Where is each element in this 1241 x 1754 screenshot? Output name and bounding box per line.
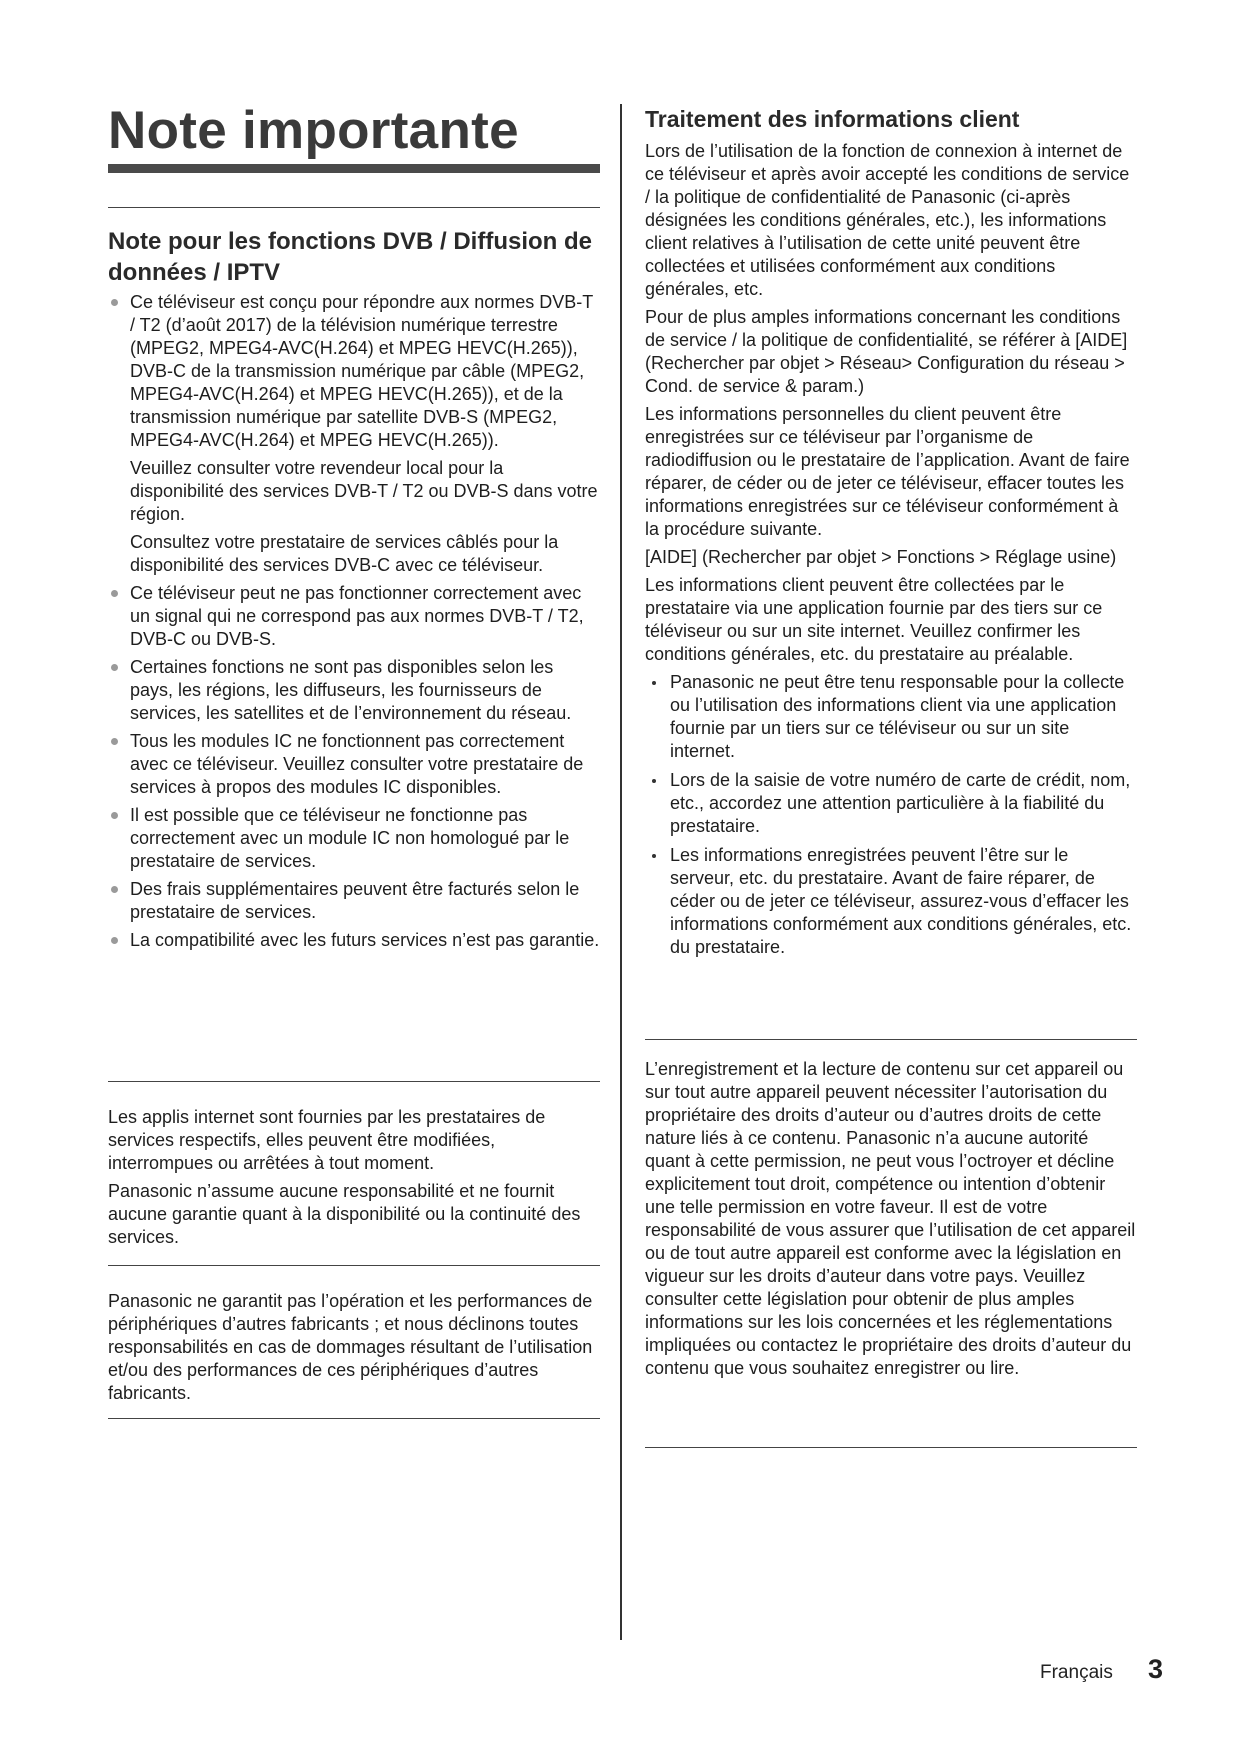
list-item — [108, 582, 600, 651]
client-info-paragraph: Lors de l’utilisation de la fonction de connexion à internet de ce téléviseur et après avoir accepté les conditions de service / la politique de confidentialité de Panasonic (ci-après désignées les conditions générales, etc.), les informations client relatives à l’utilisation de cette unité peuvent être collectées et utilisées conformément aux conditions générales, etc. — [645, 141, 1130, 299]
bullet-dot-icon — [111, 664, 118, 671]
bullet-dot-icon — [652, 779, 656, 783]
bullet-dot-icon — [111, 937, 118, 944]
dvb-bullet-list — [108, 291, 600, 957]
bullet-dot-icon — [111, 812, 118, 819]
bullet-dot-icon — [652, 854, 656, 858]
title-underline-bar — [108, 164, 600, 173]
section-divider — [645, 1039, 1137, 1040]
list-item-text: Panasonic ne peut être tenu responsable pour la collecte ou l’utilisation des informations client via une application fournie par un tiers sur ce téléviseur ou sur un site internet. — [670, 672, 1125, 761]
list-item — [645, 769, 1137, 838]
list-item-text: Ce téléviseur peut ne pas fonctionner correctement avec un signal qui ne correspond pas aux normes DVB-T / T2, DVB-C ou DVB-S. — [130, 583, 584, 649]
client-info-paragraph: Les informations personnelles du client peuvent être enregistrées sur ce téléviseur par l’organisme de radiodiffusion ou le prestataire de l’application. Avant de faire réparer, de céder ou de jeter ce téléviseur, effacer toutes les informations enregistrées sur ce téléviseur conformément à la procédure suivante. — [645, 404, 1130, 539]
column-divider — [620, 104, 622, 1640]
page-number: 3 — [1148, 1654, 1164, 1684]
list-item-text: Il est possible que ce téléviseur ne fonctionne pas correctement avec un module IC non homologué par le prestataire de services. — [130, 805, 570, 871]
list-item — [108, 656, 600, 725]
list-item-text: Consultez votre prestataire de services câblés pour la disponibilité des services DVB-C avec ce téléviseur. — [130, 532, 559, 575]
list-item — [645, 671, 1137, 763]
client-info-bullets — [645, 671, 1137, 959]
client-info-paragraph: Pour de plus amples informations concernant les conditions de service / la politique de confidentialité, se référer à [AIDE] (Rechercher par objet > Réseau> Configuration du réseau > Cond. de service & param.) — [645, 307, 1128, 396]
client-info-heading: Traitement des informations client — [645, 106, 1020, 132]
list-item-text: Des frais supplémentaires peuvent être facturés selon le prestataire de services. — [130, 879, 580, 922]
bullet-dot-icon — [111, 886, 118, 893]
list-item — [108, 291, 600, 577]
peripherals-paragraph: Panasonic ne garantit pas l’opération et les performances de périphériques d’autres fabricants ; et nous déclinons toutes responsabilités en cas de dommages résultant de l’utilisation et/ou des performances de ces périphériques d’autres fabricants. — [108, 1291, 593, 1403]
page-title: Note importante — [108, 101, 519, 160]
list-item-text: Les informations enregistrées peuvent l’être sur le serveur, etc. du prestataire. Avant de faire réparer, de céder ou de jeter ce téléviseur, assurez-vous d’effacer les informations conformément aux conditions générales, etc. du prestataire. — [670, 845, 1132, 957]
client-info-body — [645, 140, 1137, 965]
apps-notice-paragraph: Les applis internet sont fournies par les prestataires de services respectifs, elles peuvent être modifiées, interrompues ou arrêtées à tout moment. — [108, 1107, 546, 1173]
copyright-paragraph: L’enregistrement et la lecture de contenu sur cet appareil ou sur tout autre appareil peuvent nécessiter l’autorisation du propriétaire des droits d’auteur ou d’autres droits de cette nature liés à ce contenu. Panasonic n’a aucune autorité quant à cette permission, ne peut vous l’octroyer et décline explicitement tout droit, compétence ou intention d’obtenir une telle permission en votre faveur. Il est de votre responsabilité de vous assurer que l’utilisation de cet appareil ou de tout autre appareil est conforme avec la législation en vigueur sur les droits d’auteur dans votre pays. Veuillez consulter cette législation pour obtenir de plus amples informations sur les lois concernées et les réglementations impliquées ou contactez le propriétaire des droits d’auteur du contenu que vous souhaitez enregistrer ou lire. — [645, 1059, 1136, 1378]
list-item-text: La compatibilité avec les futurs services n’est pas garantie. — [130, 930, 600, 950]
bullet-dot-icon — [652, 681, 656, 685]
list-item — [108, 878, 600, 924]
bullet-dot-icon — [111, 738, 118, 745]
apps-notice — [108, 1106, 600, 1254]
bullet-dot-icon — [111, 299, 118, 306]
client-info-paragraph: Les informations client peuvent être collectées par le prestataire via une application fournie par des tiers sur ce téléviseur ou sur un site internet. Veuillez confirmer les conditions générales, etc. du prestataire au préalable. — [645, 575, 1103, 664]
peripherals-notice — [108, 1290, 600, 1410]
list-item — [108, 804, 600, 873]
footer-language: Français — [1040, 1662, 1113, 1683]
section-divider — [108, 1081, 600, 1082]
list-item-text: Tous les modules IC ne fonctionnent pas correctement avec ce téléviseur. Veuillez consulter votre prestataire de services à propos des modules IC disponibles. — [130, 731, 584, 797]
list-item-text: Veuillez consulter votre revendeur local pour la disponibilité des services DVB-T / T2 ou DVB-S dans votre région. — [130, 458, 598, 524]
list-item-text: Certaines fonctions ne sont pas disponibles selon les pays, les régions, les diffuseurs, les fournisseurs de services, les satellites et de l’environnement du réseau. — [130, 657, 572, 723]
bullet-dot-icon — [111, 590, 118, 597]
section-divider — [108, 207, 600, 208]
list-item-text: Lors de la saisie de votre numéro de carte de crédit, nom, etc., accordez une attention particulière à la fiabilité du prestataire. — [670, 770, 1131, 836]
list-item — [108, 929, 600, 952]
copyright-notice — [645, 1058, 1137, 1385]
section-divider — [108, 1265, 600, 1266]
list-item — [645, 844, 1137, 959]
apps-notice-paragraph: Panasonic n’assume aucune responsabilité et ne fournit aucune garantie quant à la disponibilité ou la continuité des services. — [108, 1181, 581, 1247]
section-divider — [108, 1418, 600, 1419]
list-item-text: Ce téléviseur est conçu pour répondre aux normes DVB-T / T2 (d’août 2017) de la télévision numérique terrestre (MPEG2, MPEG4-AVC(H.264) et MPEG HEVC(H.265)), DVB-C de la transmission numérique par câble (MPEG2, MPEG4-AVC(H.264) et MPEG HEVC(H.265)), et de la transmission numérique par satellite DVB-S (MPEG2, MPEG4-AVC(H.264) et MPEG HEVC(H.265)). — [130, 292, 593, 450]
client-info-paragraph: [AIDE] (Rechercher par objet > Fonctions > Réglage usine) — [645, 547, 1117, 567]
dvb-section-heading: Note pour les fonctions DVB / Diffusion de données / IPTV — [108, 228, 593, 286]
section-divider — [645, 1447, 1137, 1448]
list-item — [108, 730, 600, 799]
